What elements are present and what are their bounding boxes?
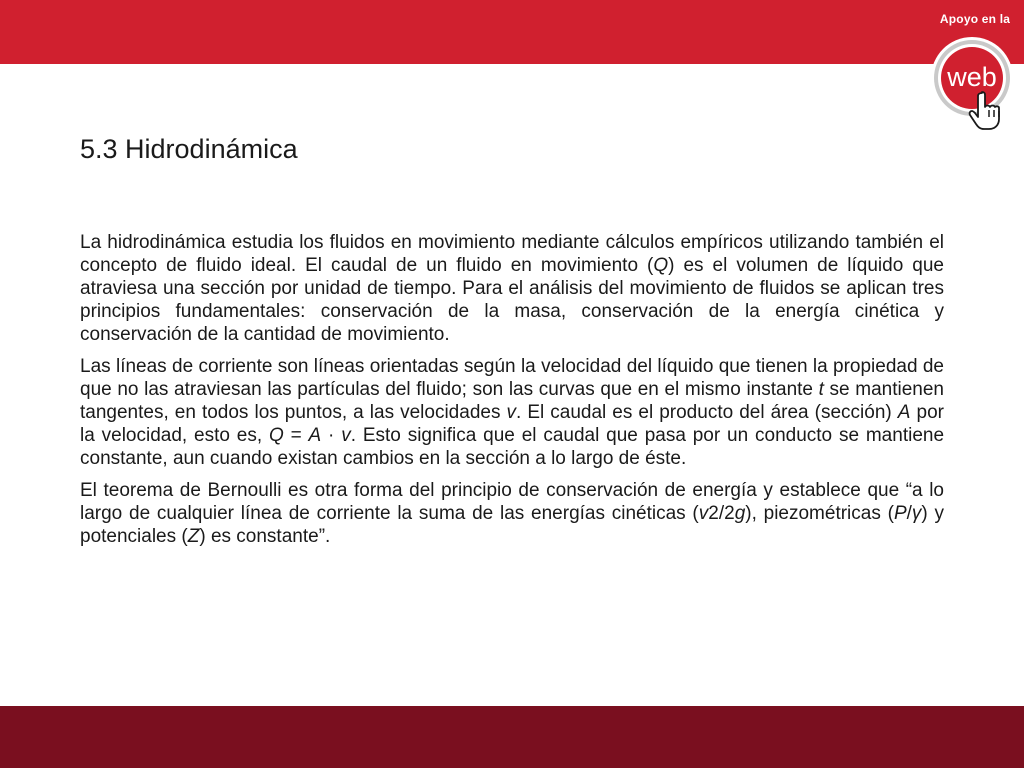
italic-symbol: Q	[268, 425, 284, 446]
text-run: ·	[321, 425, 342, 446]
text-run: /	[906, 503, 912, 524]
body-text	[80, 231, 944, 557]
paragraph	[80, 479, 944, 548]
header-band	[0, 0, 1024, 64]
text-run: ) es el volumen de líquido que atraviesa una sección por unidad de tiempo. Para el análisis del movimiento de fluidos se aplican tres principios fundamentales: conservación de la masa, conservación de la energía cinética y conservación de la cantidad de movimiento.	[80, 255, 944, 345]
italic-symbol: t	[818, 379, 824, 400]
web-logo-icon	[930, 28, 1020, 140]
text-run: ), piezométricas (	[745, 503, 894, 524]
text-run: =	[283, 425, 309, 446]
footer-band	[0, 706, 1024, 768]
italic-symbol: g	[734, 503, 746, 524]
text-run: por la velocidad, esto es,	[80, 402, 944, 446]
logo-text: web	[947, 62, 997, 92]
text-run: 2/2	[708, 503, 735, 524]
italic-symbol: γ	[911, 503, 922, 524]
text-run: ) es constante”.	[199, 526, 331, 547]
italic-symbol: Z	[187, 526, 200, 547]
logo-caption: Apoyo en la	[939, 12, 1011, 26]
text-run: . Esto significa que el caudal que pasa por un conducto se mantiene constante, aun cuando existan cambios en la sección a lo largo de éste.	[80, 425, 945, 469]
text-run: . El caudal es el producto del área (sección)	[516, 402, 898, 423]
text-run: ) y potenciales (	[80, 503, 944, 547]
text-run: La hidrodinámica estudia los fluidos en movimiento mediante cálculos empíricos utilizando también el concepto de fluido ideal. El caudal de un fluido en movimiento (	[80, 232, 944, 276]
italic-symbol: Q	[653, 255, 669, 276]
italic-symbol: A	[308, 425, 322, 446]
italic-symbol: P	[893, 503, 907, 524]
italic-symbol: v	[698, 503, 709, 524]
paragraph	[80, 231, 944, 346]
italic-symbol: A	[897, 402, 911, 423]
italic-symbol: v	[506, 402, 516, 423]
text-run: Las líneas de corriente son líneas orientadas según la velocidad del líquido que tienen la propiedad de que no las atraviesan las partículas del fluido; son las curvas que en el mismo instante	[80, 356, 944, 400]
page-title: 5.3 Hidrodinámica	[80, 134, 298, 164]
apoyo-web-logo[interactable]	[930, 8, 1020, 140]
text-run: El teorema de Bernoulli es otra forma del principio de conservación de energía y establece que “a lo largo de cualquier línea de corriente la suma de las energías cinéticas (	[80, 480, 944, 524]
italic-symbol: v	[341, 425, 351, 446]
text-run: se mantienen tangentes, en todos los puntos, a las velocidades	[80, 379, 944, 423]
paragraph	[80, 355, 944, 470]
